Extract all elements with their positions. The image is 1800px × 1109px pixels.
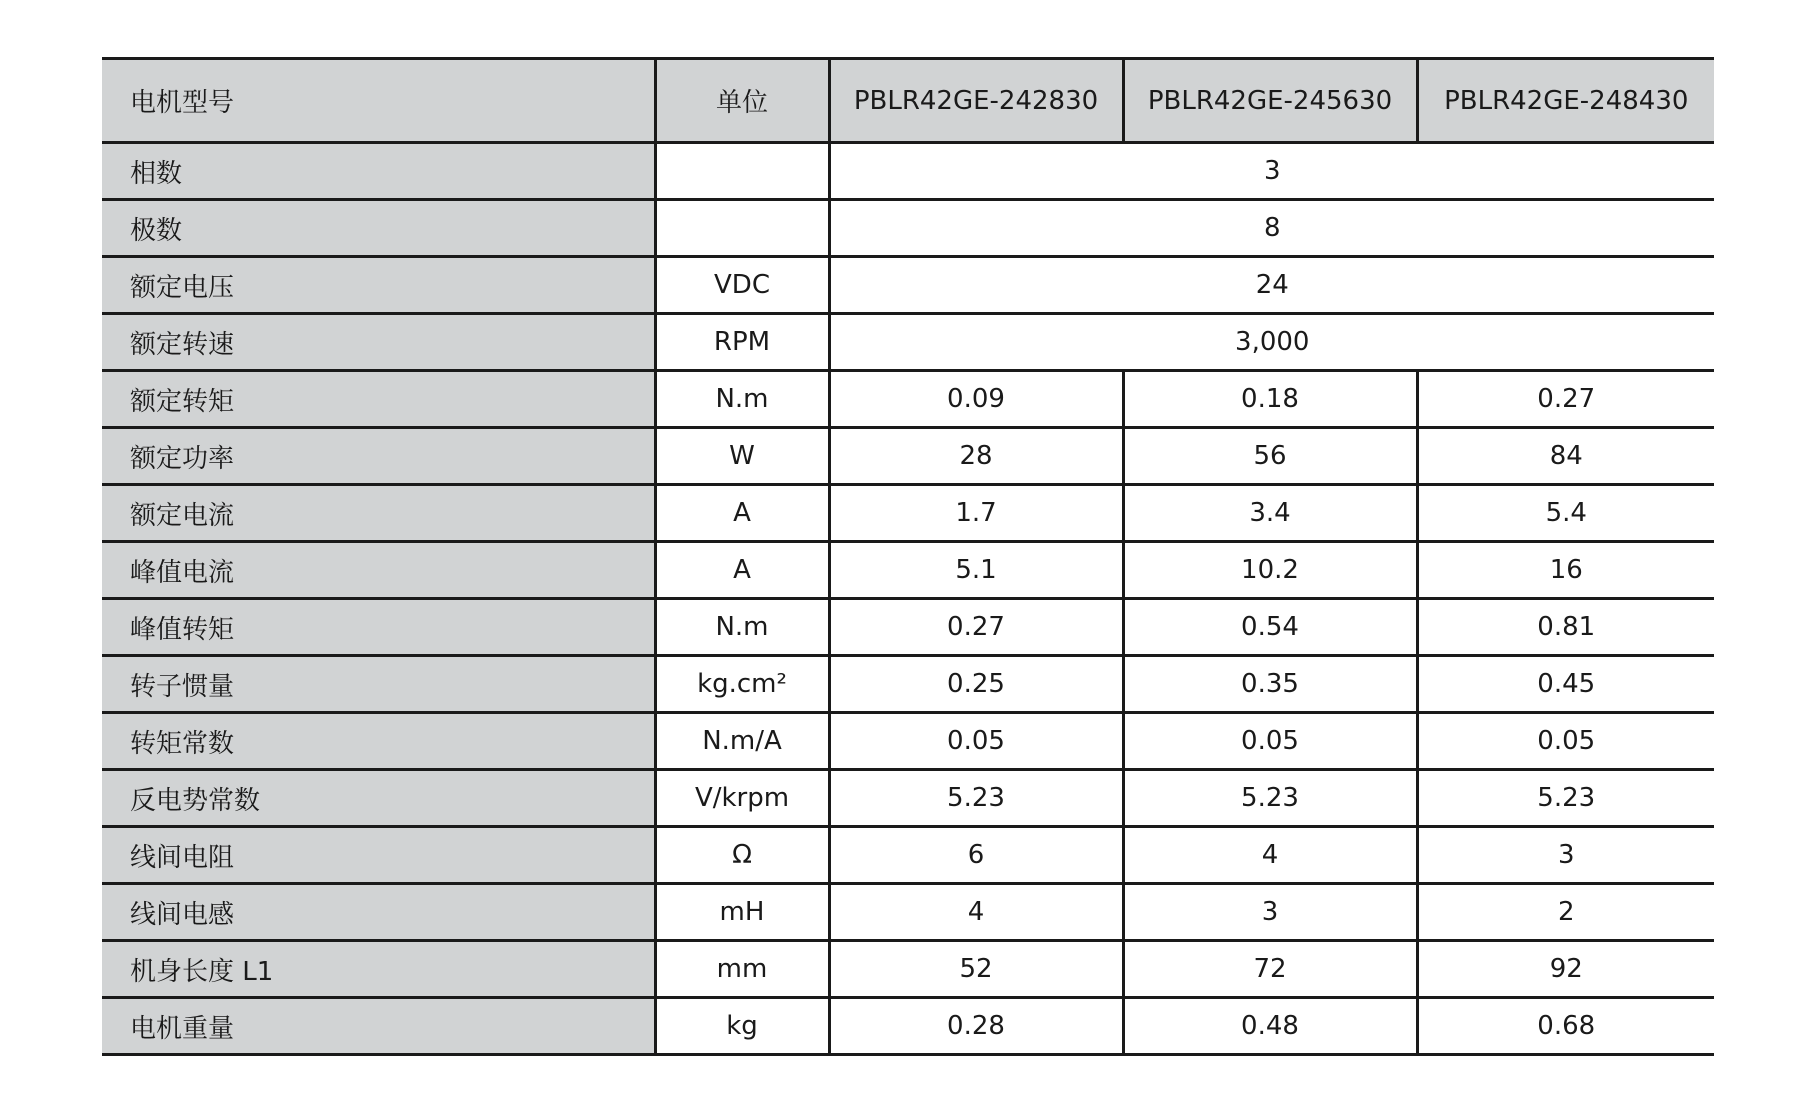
value-cell: 16 [1417, 542, 1714, 599]
table-row [102, 485, 1714, 542]
row-unit [655, 143, 829, 200]
table-row [102, 143, 1714, 200]
value-cell: 5.23 [1417, 770, 1714, 827]
row-unit: N.m [655, 371, 829, 428]
value-cell: 2 [1417, 884, 1714, 941]
value-cell: 1.7 [829, 485, 1123, 542]
row-unit: kg [655, 998, 829, 1055]
value-cell: 28 [829, 428, 1123, 485]
value-cell: 0.81 [1417, 599, 1714, 656]
shared-value-cell: 3,000 [829, 314, 1714, 371]
value-cell: 0.05 [1417, 713, 1714, 770]
row-unit: Ω [655, 827, 829, 884]
row-unit: VDC [655, 257, 829, 314]
row-label: 额定转速 [102, 314, 655, 371]
table-row [102, 200, 1714, 257]
value-cell: 6 [829, 827, 1123, 884]
table-row [102, 884, 1714, 941]
table-row [102, 656, 1714, 713]
value-cell: 5.23 [1123, 770, 1417, 827]
shared-value-cell: 24 [829, 257, 1714, 314]
row-unit [655, 200, 829, 257]
row-label: 额定电压 [102, 257, 655, 314]
value-cell: 4 [1123, 827, 1417, 884]
shared-value-cell: 3 [829, 143, 1714, 200]
table-header-row [102, 59, 1714, 143]
value-cell: 3 [1417, 827, 1714, 884]
motor-spec-table [102, 57, 1714, 1056]
row-unit: A [655, 485, 829, 542]
row-unit: N.m/A [655, 713, 829, 770]
header-model-cell: PBLR42GE-242830 [829, 59, 1123, 143]
row-label: 极数 [102, 200, 655, 257]
row-label: 电机重量 [102, 998, 655, 1055]
table-row [102, 713, 1714, 770]
value-cell: 0.09 [829, 371, 1123, 428]
value-cell: 72 [1123, 941, 1417, 998]
row-label: 峰值电流 [102, 542, 655, 599]
shared-value-cell: 8 [829, 200, 1714, 257]
row-label: 额定功率 [102, 428, 655, 485]
table-row [102, 257, 1714, 314]
header-unit-cell: 单位 [655, 59, 829, 143]
value-cell: 92 [1417, 941, 1714, 998]
row-label: 峰值转矩 [102, 599, 655, 656]
value-cell: 10.2 [1123, 542, 1417, 599]
value-cell: 0.54 [1123, 599, 1417, 656]
value-cell: 0.48 [1123, 998, 1417, 1055]
row-label: 相数 [102, 143, 655, 200]
value-cell: 0.05 [1123, 713, 1417, 770]
table-row [102, 998, 1714, 1055]
row-unit: W [655, 428, 829, 485]
row-label: 线间电阻 [102, 827, 655, 884]
row-label: 转子惯量 [102, 656, 655, 713]
value-cell: 0.68 [1417, 998, 1714, 1055]
spec-table-body [102, 59, 1714, 1055]
table-row [102, 770, 1714, 827]
value-cell: 5.23 [829, 770, 1123, 827]
value-cell: 3.4 [1123, 485, 1417, 542]
value-cell: 52 [829, 941, 1123, 998]
row-unit: A [655, 542, 829, 599]
row-unit: mm [655, 941, 829, 998]
table-row [102, 941, 1714, 998]
row-unit: V/krpm [655, 770, 829, 827]
value-cell: 5.1 [829, 542, 1123, 599]
table-row [102, 428, 1714, 485]
row-label: 机身长度 L1 [102, 941, 655, 998]
row-label: 额定转矩 [102, 371, 655, 428]
header-param-cell: 电机型号 [102, 59, 655, 143]
table-row [102, 827, 1714, 884]
value-cell: 4 [829, 884, 1123, 941]
row-label: 转矩常数 [102, 713, 655, 770]
value-cell: 56 [1123, 428, 1417, 485]
table-row [102, 314, 1714, 371]
header-model-cell: PBLR42GE-245630 [1123, 59, 1417, 143]
value-cell: 0.45 [1417, 656, 1714, 713]
value-cell: 3 [1123, 884, 1417, 941]
value-cell: 0.27 [1417, 371, 1714, 428]
header-model-cell: PBLR42GE-248430 [1417, 59, 1714, 143]
row-unit: mH [655, 884, 829, 941]
table-row [102, 542, 1714, 599]
value-cell: 0.27 [829, 599, 1123, 656]
value-cell: 0.25 [829, 656, 1123, 713]
row-unit: kg.cm² [655, 656, 829, 713]
table-row [102, 371, 1714, 428]
row-label: 线间电感 [102, 884, 655, 941]
row-label: 反电势常数 [102, 770, 655, 827]
value-cell: 84 [1417, 428, 1714, 485]
value-cell: 0.05 [829, 713, 1123, 770]
row-unit: N.m [655, 599, 829, 656]
value-cell: 0.28 [829, 998, 1123, 1055]
value-cell: 5.4 [1417, 485, 1714, 542]
value-cell: 0.35 [1123, 656, 1417, 713]
table-row [102, 599, 1714, 656]
row-unit: RPM [655, 314, 829, 371]
row-label: 额定电流 [102, 485, 655, 542]
value-cell: 0.18 [1123, 371, 1417, 428]
